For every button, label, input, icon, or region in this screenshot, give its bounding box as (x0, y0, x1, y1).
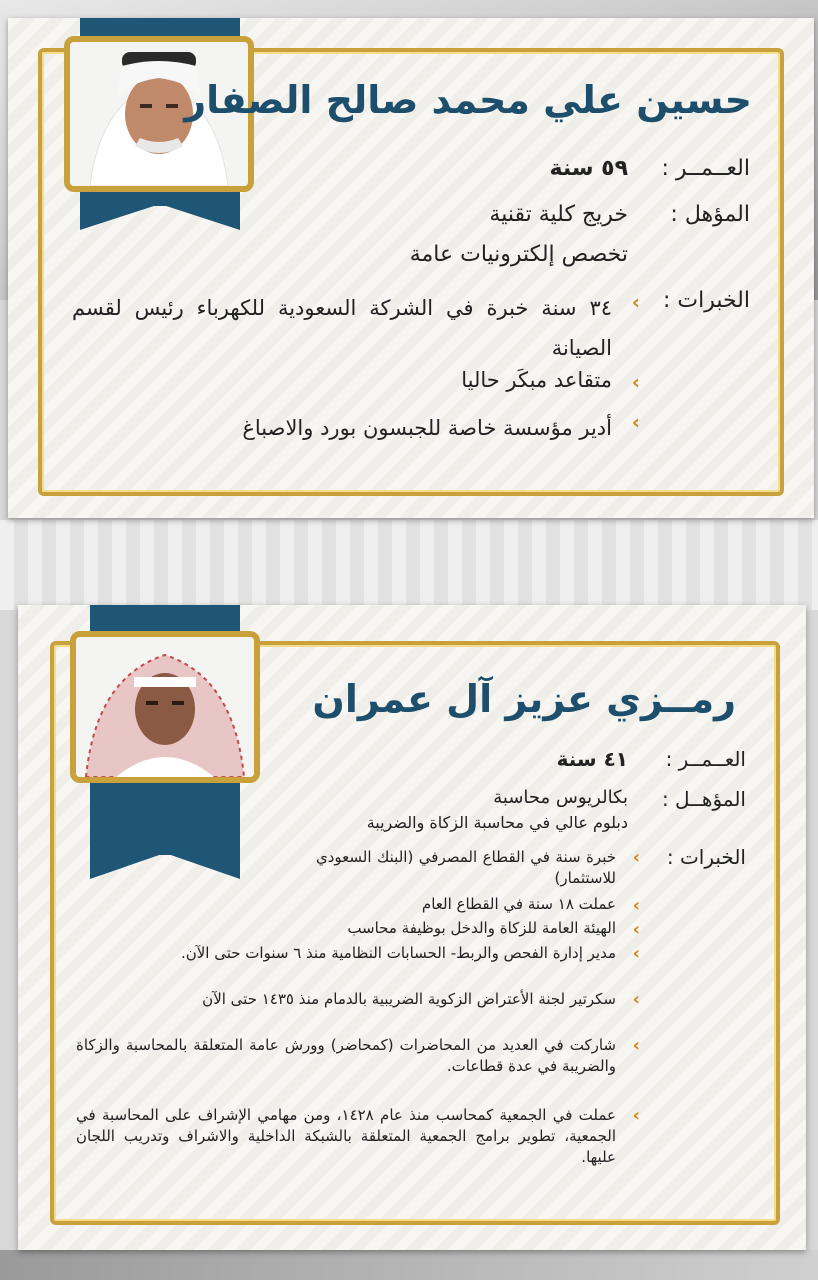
ribbon-tail (90, 853, 240, 879)
background-bottom (0, 1250, 818, 1280)
profile-card-2 (18, 605, 806, 1250)
age-label: العــمــر : (661, 156, 750, 181)
age-label: العــمــر : (665, 747, 746, 771)
bullet-chevron-icon: ‹ (632, 989, 640, 1010)
qualification-label: المؤهــل : (661, 787, 746, 811)
experience-item: خبرة سنة في القطاع المصرفي (البنك السعودي للاستثمار) (316, 848, 616, 887)
bullet-chevron-icon: ‹ (631, 290, 640, 314)
experience-item: شاركت في العديد من المحاضرات (كمحاضر) وورش عامة المتعلقة بالمحاسبة والزكاة والضريبة في عدة قطاعات. (76, 1036, 616, 1075)
qualification-line: خريج كلية تقنية (489, 202, 628, 227)
background-strip (0, 520, 818, 610)
person-name: حسين علي محمد صالح الصفار (184, 78, 752, 122)
experience-label: الخبرات : (666, 845, 746, 869)
experience-item: سكرتير لجنة الأعتراض الزكوية الضريبية بالدمام منذ ١٤٣٥ حتى الآن (202, 990, 616, 1008)
qualification-label: المؤهل : (670, 202, 750, 227)
bullet-chevron-icon: ‹ (631, 410, 640, 434)
bullet-chevron-icon: ‹ (632, 919, 640, 940)
bullet-chevron-icon: ‹ (632, 1035, 640, 1056)
bullet-chevron-icon: ‹ (632, 847, 640, 868)
experience-item: أدير مؤسسة خاصة للجبسون بورد والاصباغ (242, 416, 612, 440)
experience-item: مدير إدارة الفحص والربط- الحسابات النظامية منذ ٦ سنوات حتى الآن. (180, 944, 616, 962)
qualification-line: تخصص إلكترونيات عامة (409, 242, 628, 267)
experience-item: متقاعد مبكَر حاليا (461, 368, 612, 392)
bullet-chevron-icon: ‹ (632, 1105, 640, 1126)
profile-card-1 (8, 18, 814, 518)
person-name: رمــزي عزيز آل عمران (312, 677, 736, 721)
experience-item: عملت ١٨ سنة في القطاع العام (421, 895, 616, 913)
ribbon-tail (80, 204, 240, 230)
experience-item: الهيئة العامة للزكاة والدخل بوظيفة محاسب (347, 919, 616, 937)
bullet-chevron-icon: ‹ (631, 370, 640, 394)
experience-item: ٣٤ سنة خبرة في الشركة السعودية للكهرباء رئيس لقسم الصيانة (72, 296, 612, 360)
experience-item: عملت في الجمعية كمحاسب منذ عام ١٤٢٨، ومن مهامي الإشراف على المحاسبة في الجمعية، تطوير برامج الجمعية المتعلقة بالشبكة الداخلية والاشراف وتدريب اللجان عليها. (76, 1106, 616, 1166)
bullet-chevron-icon: ‹ (632, 895, 640, 916)
avatar (70, 631, 260, 783)
age-value: ٥٩ سنة (549, 156, 628, 181)
age-value: ٤١ سنة (556, 747, 628, 771)
qualification-line: دبلوم عالي في محاسبة الزكاة والضريبة (366, 813, 628, 832)
portrait-photo (76, 637, 254, 777)
qualification-line: بكالريوس محاسبة (493, 787, 628, 808)
bullet-chevron-icon: ‹ (632, 943, 640, 964)
experience-label: الخبرات : (662, 288, 750, 313)
